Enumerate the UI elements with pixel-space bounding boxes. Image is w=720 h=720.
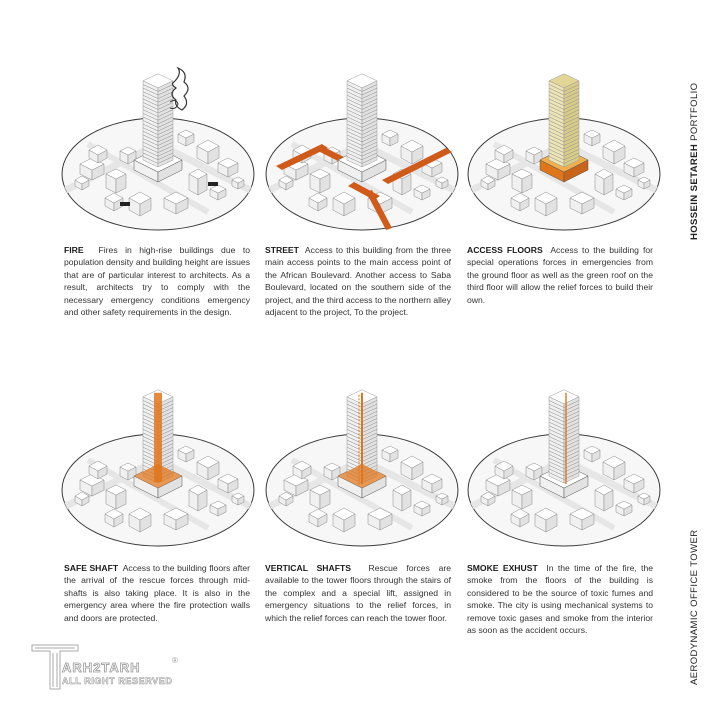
caption-body: In the time of the fire, the smoke from the floors of the building is considered to be the source of toxic fumes and smoke. The city is using mechanical systems to remove toxic gases and smoke from the interior as soon as the accident occurs. [467,563,653,636]
city-block [189,169,207,195]
caption-access-floors [467,244,653,306]
city-block [120,463,136,480]
caption-smoke-exhust [467,562,653,636]
city-block [120,147,136,164]
caption-title: STREET [265,245,299,255]
caption-body: Access to the building for special operations forces in emergencies from the ground floor as well as the green roof on the third floor will allow the relief forces to build their own. [467,245,653,305]
caption-vertical-shafts [265,562,451,624]
smoke-exhust-diagram [464,378,664,548]
project-name: AERODYNAMIC OFFICE TOWER [689,529,700,685]
caption-body: Rescue forces are available to the tower floors through the stairs of the complex and a special lift, assigned in emergency situations to the relief forces, in which the relief forces can reach the tower floor. [265,563,452,623]
logo-subtitle: ALL RIGHT RESERVED [62,676,173,686]
caption-title: VERTICAL SHAFTS [265,563,351,573]
city-block [324,463,340,480]
city-block [512,485,532,509]
portfolio-label: PORTFOLIO [689,82,700,141]
fire-truck-icon [120,202,130,206]
city-block [310,485,330,509]
smoke-plume-icon [172,68,188,110]
city-block [595,169,613,195]
fire-diagram [58,62,258,232]
registered-icon: ® [172,656,178,665]
vertical-shafts-diagram [262,378,462,548]
city-block [526,147,542,164]
caption-safe-shaft [64,562,250,624]
street-diagram [262,62,462,232]
caption-title: FIRE [64,245,84,255]
logo-name: ARH2TARH [62,660,141,675]
city-block [106,485,126,509]
city-block [512,169,532,193]
city-block [106,169,126,193]
safe-shaft-diagram [58,378,258,548]
fire-truck-icon [208,182,218,186]
city-block [310,169,330,193]
caption-fire [64,244,250,318]
caption-body: Access to this building from the three main access points to the main access point of the African Boulevard. Another access to Saba Boulevard, located on the southern side of the project, and the third access to the northern alley adjacent to the project, To the project. [265,245,451,318]
access-floors-diagram [464,62,664,232]
caption-body: Fires in high-rise buildings due to population density and building height are issues that are of particular interest to architects. As a result, architects try to comply with the necessary emergency conditions emergency and other safety requirements in the design. [64,245,251,318]
project-title [689,470,700,685]
caption-title: SMOKE EXHUST [467,563,538,573]
caption-title: ACCESS FLOORS [467,245,543,255]
caption-street [265,244,451,318]
author-name: HOSSEIN SETAREH [689,143,700,240]
city-block [595,485,613,511]
city-block [393,485,411,511]
city-block [526,463,542,480]
caption-title: SAFE SHAFT [64,563,119,573]
caption-body: Access to the building floors after the arrival of the rescue forces through mid-shafts is also taking place. It is also in the emergency area where the fire protection walls and doors are protected. [64,563,250,623]
portfolio-title [689,40,700,240]
city-block [189,485,207,511]
